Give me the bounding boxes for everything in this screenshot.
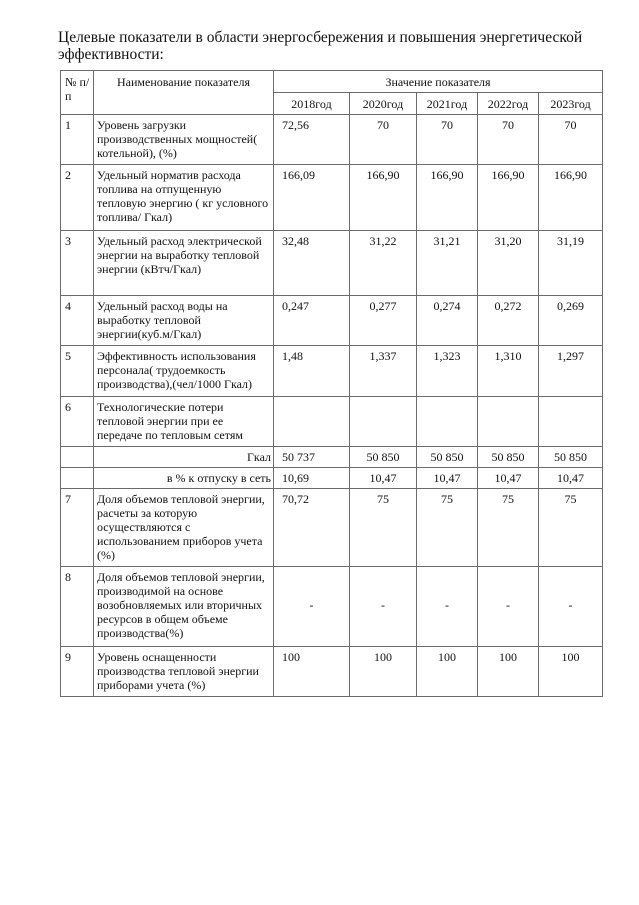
header-row-1	[61, 71, 603, 93]
header-year: 2022год	[478, 93, 539, 115]
row-value: 10,69	[274, 468, 350, 489]
row-value: 75	[539, 489, 603, 567]
row-value: 10,47	[478, 468, 539, 489]
row-value	[274, 397, 350, 447]
header-year: 2020год	[350, 93, 417, 115]
row-num	[61, 447, 94, 468]
row-num: 4	[61, 296, 94, 346]
row-num: 5	[61, 346, 94, 397]
row-value: 100	[274, 647, 350, 697]
table-row	[61, 115, 603, 165]
row-value: -	[539, 567, 603, 647]
table-row	[61, 346, 603, 397]
row-value: 70,72	[274, 489, 350, 567]
table-row-sub	[61, 468, 603, 489]
row-value: -	[417, 567, 478, 647]
row-num: 9	[61, 647, 94, 697]
row-value: 70	[350, 115, 417, 165]
row-value: 75	[350, 489, 417, 567]
row-value	[539, 397, 603, 447]
row-value: 31,20	[478, 231, 539, 296]
table-row	[61, 296, 603, 346]
row-value: 1,48	[274, 346, 350, 397]
row-num	[61, 468, 94, 489]
row-value: 100	[539, 647, 603, 697]
row-value: 50 850	[478, 447, 539, 468]
row-value: 166,90	[350, 165, 417, 231]
row-value: 31,21	[417, 231, 478, 296]
row-value: 50 850	[539, 447, 603, 468]
row-name: Удельный норматив расхода топлива на отпущенную тепловую энергию ( кг условного топлива/ Гкал)	[94, 165, 274, 231]
row-value: 10,47	[539, 468, 603, 489]
row-value: 70	[539, 115, 603, 165]
row-value: 166,90	[417, 165, 478, 231]
table-row-sub	[61, 447, 603, 468]
row-value: 31,19	[539, 231, 603, 296]
row-value: 1,297	[539, 346, 603, 397]
table-row	[61, 397, 603, 447]
row-num: 6	[61, 397, 94, 447]
row-value: 31,22	[350, 231, 417, 296]
row-value	[417, 397, 478, 447]
row-unit-label: Гкал	[94, 447, 274, 468]
header-num: № п/п	[61, 71, 94, 115]
row-value: 10,47	[350, 468, 417, 489]
indicators-table	[60, 70, 603, 697]
row-num: 3	[61, 231, 94, 296]
row-num: 1	[61, 115, 94, 165]
row-value: 75	[478, 489, 539, 567]
row-value: -	[478, 567, 539, 647]
table-row	[61, 647, 603, 697]
document-title: Целевые показатели в области энергосбережения и повышения энергетической эффективности:	[58, 29, 583, 63]
row-value: 1,337	[350, 346, 417, 397]
row-num: 7	[61, 489, 94, 567]
header-year: 2018год	[274, 93, 350, 115]
row-value: 0,277	[350, 296, 417, 346]
row-name: Доля объемов тепловой энергии, расчеты за которую осуществляются с использованием приборов учета (%)	[94, 489, 274, 567]
row-value: -	[274, 567, 350, 647]
row-value: 100	[350, 647, 417, 697]
row-value: 100	[478, 647, 539, 697]
row-value	[350, 397, 417, 447]
row-value: 10,47	[417, 468, 478, 489]
row-value: 75	[417, 489, 478, 567]
row-value: 0,269	[539, 296, 603, 346]
row-num: 2	[61, 165, 94, 231]
row-name: Удельный расход электрической энергии на выработку тепловой энергии (кВтч/Гкал)	[94, 231, 274, 296]
row-value: 166,90	[539, 165, 603, 231]
header-values-group: Значение показателя	[274, 71, 603, 93]
row-value: 32,48	[274, 231, 350, 296]
row-value: 0,274	[417, 296, 478, 346]
row-value: -	[350, 567, 417, 647]
header-year: 2023год	[539, 93, 603, 115]
row-value: 50 850	[417, 447, 478, 468]
table-row	[61, 165, 603, 231]
row-value: 72,56	[274, 115, 350, 165]
row-value	[478, 397, 539, 447]
row-name: Доля объемов тепловой энергии, производимой на основе возобновляемых или вторичных ресурсов в общем объеме производства(%)	[94, 567, 274, 647]
row-name: Уровень загрузки производственных мощностей( котельной), (%)	[94, 115, 274, 165]
header-name: Наименование показателя	[94, 71, 274, 115]
row-name: Удельный расход воды на выработку тепловой энергии(куб.м/Гкал)	[94, 296, 274, 346]
row-value: 1,323	[417, 346, 478, 397]
row-value: 50 737	[274, 447, 350, 468]
row-unit-label: в % к отпуску в сеть	[94, 468, 274, 489]
header-year: 2021год	[417, 93, 478, 115]
row-value: 0,247	[274, 296, 350, 346]
row-value: 166,90	[478, 165, 539, 231]
row-name: Эффективность использования персонала( трудоемкость производства),(чел/1000 Гкал)	[94, 346, 274, 397]
table-row	[61, 567, 603, 647]
row-name: Технологические потери тепловой энергии при ее передаче по тепловым сетям	[94, 397, 274, 447]
table-row	[61, 489, 603, 567]
row-value: 100	[417, 647, 478, 697]
row-value: 1,310	[478, 346, 539, 397]
row-value: 0,272	[478, 296, 539, 346]
table-row	[61, 231, 603, 296]
row-num: 8	[61, 567, 94, 647]
row-value: 50 850	[350, 447, 417, 468]
row-value: 70	[478, 115, 539, 165]
row-value: 166,09	[274, 165, 350, 231]
row-name: Уровень оснащенности производства тепловой энергии приборами учета (%)	[94, 647, 274, 697]
row-value: 70	[417, 115, 478, 165]
